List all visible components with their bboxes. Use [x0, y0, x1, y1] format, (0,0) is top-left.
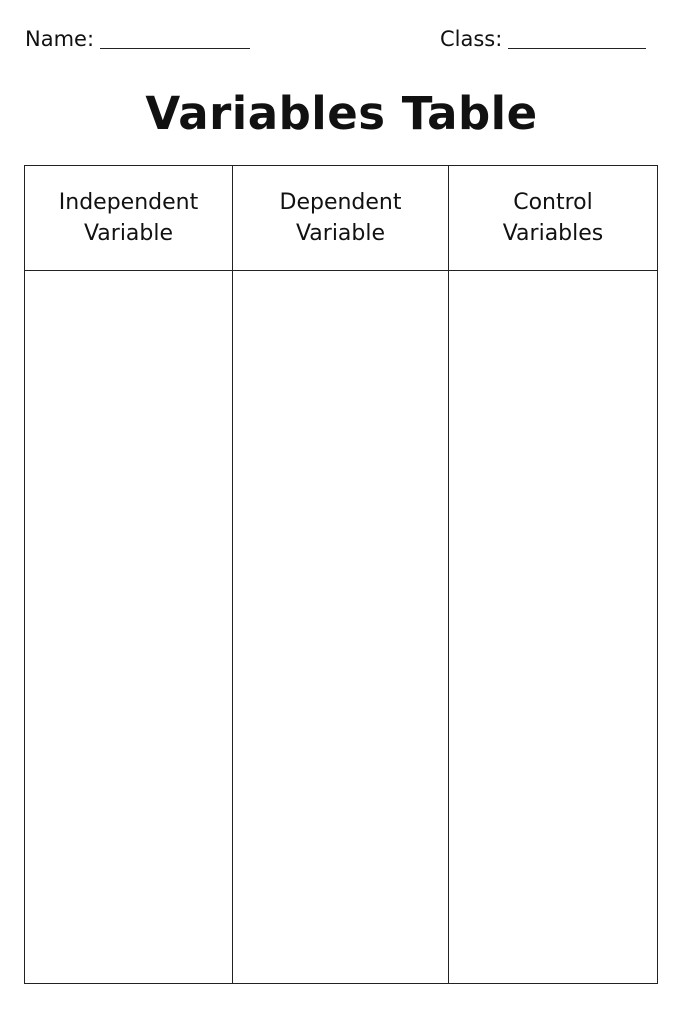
- name-blank-line[interactable]: [100, 48, 250, 49]
- class-blank-line[interactable]: [508, 48, 646, 49]
- header-line: Dependent: [279, 190, 402, 215]
- cell-control-variables[interactable]: [449, 271, 658, 984]
- header-control-variables: [449, 166, 658, 271]
- header-dependent-variable: [233, 166, 449, 271]
- header-independent-variable: [25, 166, 233, 271]
- header-line: Variables: [502, 221, 604, 246]
- variables-table: [24, 165, 658, 984]
- class-field[interactable]: [440, 24, 646, 54]
- name-label: Name:: [25, 27, 95, 51]
- cell-independent-variable[interactable]: [25, 271, 233, 984]
- class-label: Class:: [440, 27, 503, 51]
- page-title: Variables Table: [145, 87, 538, 140]
- table-body-row: [25, 271, 658, 984]
- header-line: Variable: [83, 221, 174, 246]
- cell-dependent-variable[interactable]: [233, 271, 449, 984]
- name-field[interactable]: [25, 24, 250, 54]
- header-line: Control: [513, 190, 593, 215]
- header-line: Variable: [295, 221, 386, 246]
- header-line: Independent: [58, 190, 199, 215]
- table-header-row: [25, 166, 658, 271]
